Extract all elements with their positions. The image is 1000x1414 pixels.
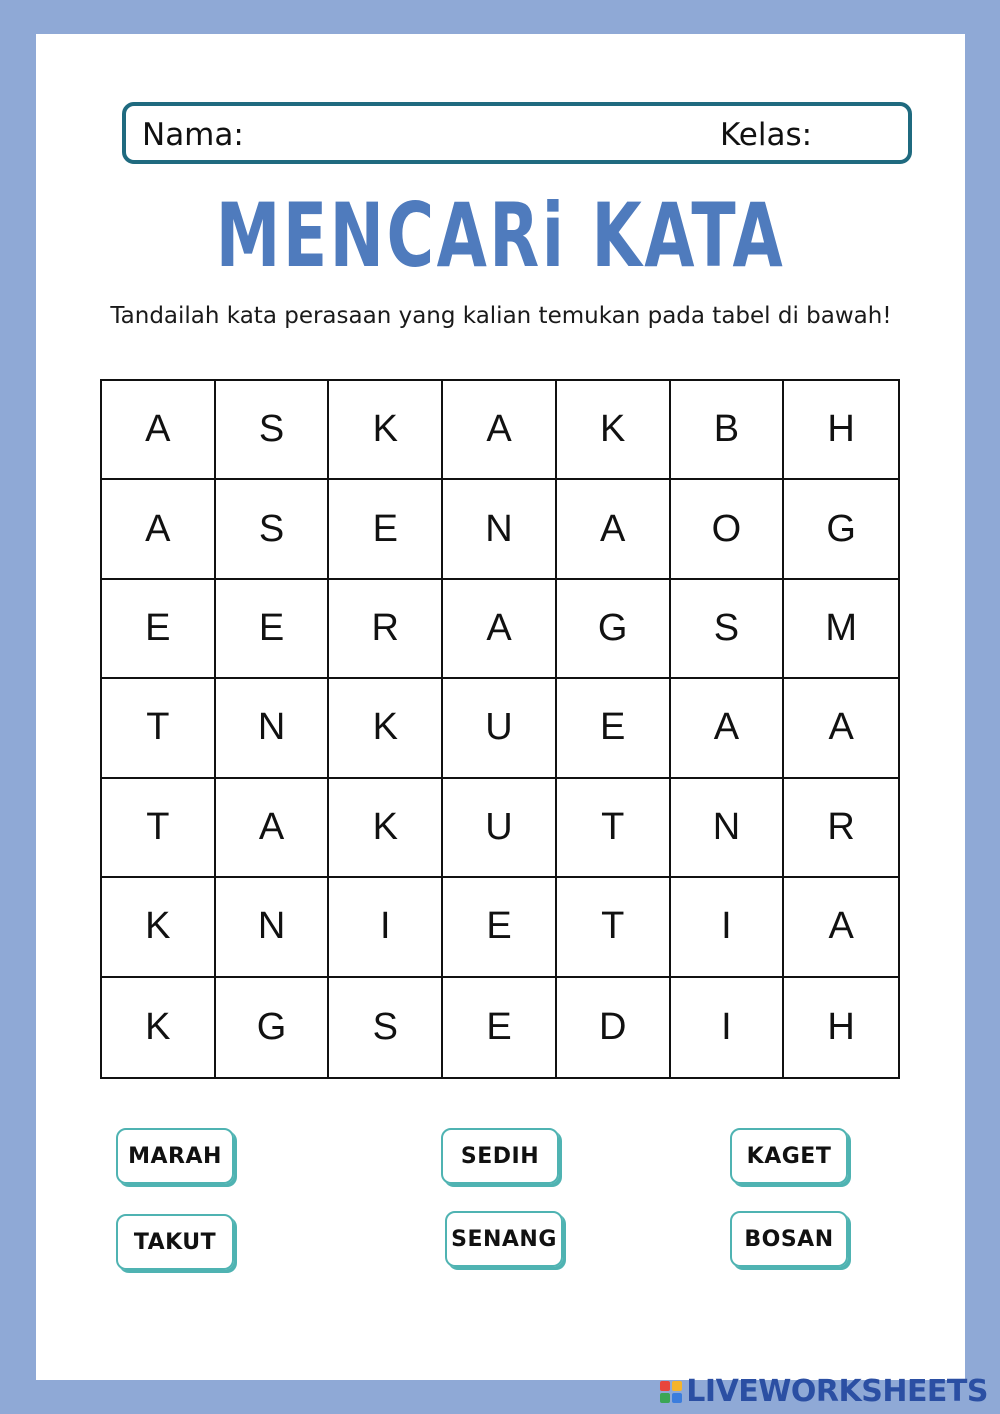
- grid-cell[interactable]: A: [102, 480, 216, 579]
- class-label: Kelas:: [720, 117, 813, 153]
- grid-cell[interactable]: E: [216, 580, 330, 679]
- logo-square-green: [660, 1393, 670, 1403]
- grid-cell[interactable]: E: [102, 580, 216, 679]
- grid-cell[interactable]: T: [102, 679, 216, 778]
- grid-cell[interactable]: N: [216, 878, 330, 977]
- logo-square-blue: [672, 1393, 682, 1403]
- grid-cell[interactable]: K: [102, 978, 216, 1077]
- grid-cell[interactable]: U: [443, 779, 557, 878]
- word-bosan[interactable]: BOSAN: [730, 1211, 848, 1267]
- grid-cell[interactable]: A: [784, 679, 898, 778]
- grid-cell[interactable]: R: [784, 779, 898, 878]
- grid-cell[interactable]: N: [443, 480, 557, 579]
- grid-cell[interactable]: A: [557, 480, 671, 579]
- grid-cell[interactable]: G: [784, 480, 898, 579]
- grid-cell[interactable]: I: [329, 878, 443, 977]
- grid-cell[interactable]: E: [443, 978, 557, 1077]
- grid-cell[interactable]: E: [443, 878, 557, 977]
- grid-cell[interactable]: S: [671, 580, 785, 679]
- grid-cell[interactable]: A: [443, 580, 557, 679]
- grid-cell[interactable]: A: [671, 679, 785, 778]
- grid-cell[interactable]: I: [671, 978, 785, 1077]
- worksheet-page: [36, 34, 965, 1380]
- grid-cell[interactable]: T: [557, 878, 671, 977]
- grid-cell[interactable]: N: [216, 679, 330, 778]
- liveworksheets-logo[interactable]: [660, 1374, 988, 1409]
- grid-cell[interactable]: S: [216, 381, 330, 480]
- word-takut[interactable]: TAKUT: [116, 1214, 234, 1270]
- grid-cell[interactable]: A: [102, 381, 216, 480]
- grid-cell[interactable]: D: [557, 978, 671, 1077]
- word-search-grid: [100, 379, 900, 1079]
- grid-cell[interactable]: H: [784, 381, 898, 480]
- grid-cell[interactable]: A: [784, 878, 898, 977]
- grid-cell[interactable]: A: [443, 381, 557, 480]
- grid-cell[interactable]: T: [557, 779, 671, 878]
- instruction-text: Tandailah kata perasaan yang kalian temukan pada tabel di bawah!: [110, 303, 892, 329]
- word-sedih[interactable]: SEDIH: [441, 1128, 559, 1184]
- word-kaget[interactable]: KAGET: [730, 1128, 848, 1184]
- word-marah[interactable]: MARAH: [116, 1128, 234, 1184]
- name-class-box: [122, 102, 912, 164]
- grid-cell[interactable]: K: [557, 381, 671, 480]
- grid-cell[interactable]: S: [329, 978, 443, 1077]
- grid-cell[interactable]: S: [216, 480, 330, 579]
- grid-cell[interactable]: K: [329, 381, 443, 480]
- grid-cell[interactable]: R: [329, 580, 443, 679]
- page-title: MENCARi KATA: [215, 184, 786, 287]
- grid-cell[interactable]: N: [671, 779, 785, 878]
- grid-cell[interactable]: G: [557, 580, 671, 679]
- grid-cell[interactable]: O: [671, 480, 785, 579]
- logo-square-yellow: [672, 1381, 682, 1391]
- liveworksheets-brand-text: LIVEWORKSHEETS: [686, 1374, 988, 1409]
- grid-cell[interactable]: E: [557, 679, 671, 778]
- grid-cell[interactable]: M: [784, 580, 898, 679]
- name-label: Nama:: [142, 117, 244, 153]
- grid-cell[interactable]: K: [329, 679, 443, 778]
- grid-cell[interactable]: H: [827, 1005, 855, 1048]
- grid-cell[interactable]: K: [102, 878, 216, 977]
- grid-cell[interactable]: I: [671, 878, 785, 977]
- logo-square-red: [660, 1381, 670, 1391]
- grid-cell[interactable]: T: [102, 779, 216, 878]
- liveworksheets-logo-icon: [660, 1381, 682, 1403]
- grid-cell[interactable]: K: [329, 779, 443, 878]
- grid-cell[interactable]: G: [216, 978, 330, 1077]
- word-senang[interactable]: SENANG: [445, 1211, 563, 1267]
- grid-cell[interactable]: B: [671, 381, 785, 480]
- grid-cell[interactable]: U: [443, 679, 557, 778]
- grid-cell[interactable]: E: [329, 480, 443, 579]
- grid-cell[interactable]: A: [216, 779, 330, 878]
